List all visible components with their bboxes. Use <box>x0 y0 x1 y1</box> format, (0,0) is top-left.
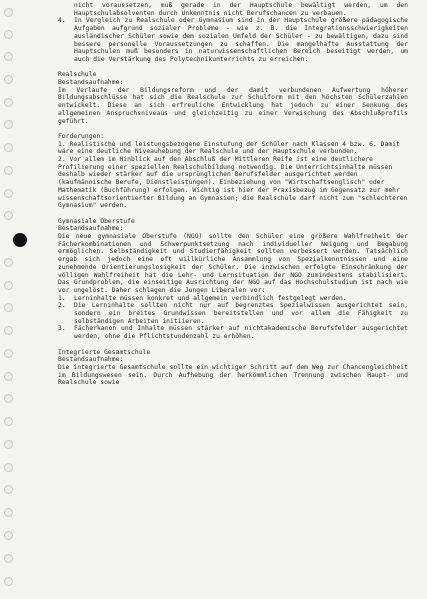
section-body: Die integrierte Gesamtschule sollte ein wichtiger Schritt auf dem Weg zur Chancengleichheit im Bildungswesen sein. Durch Aufhebung der herkömmlichen Trennung zwischen Haupt- und Realschule sowie <box>58 363 408 387</box>
binder-ring-hole <box>4 554 13 563</box>
section-subheading: Bestandsaufnahme: <box>58 79 124 87</box>
item-text: Die Lerninhalte sollten nicht nur auf begrenztes Spezialwissen ausgerichtet sein, sondern ein breites Grundwissen bereitstellen und vor allem die Fähigkeit zu selbständigen Arbeiten initiieren. <box>74 302 408 325</box>
binder-ring-hole <box>4 531 13 540</box>
binder-ring-hole <box>4 75 13 84</box>
item-text: In Vergleich zu Realschule oder Gymnasium sind in der Hauptschule größere pädagogische Aufgaben aufgrund sozialer Probleme - wie z. B. die Integrationsschwierigkeiten ausländischer Schüler sowie dem sozialen Umfeld der Schüler - zu bewältigen, dazu sind bessere personelle Voraussetzungen zu schaffen. Die mangelhafte Ausstattung der Hauptschulen muß besonders in naturwissenschaftlichen Bereich beseitigt werden, um auch die Verstärkung des Polytechnikunterrichts zu erreichen. <box>74 17 408 63</box>
item-number: 2. <box>58 302 66 310</box>
binder-ring-hole <box>4 30 13 39</box>
item-number: 2. <box>58 156 66 164</box>
document-text <box>58 2 408 387</box>
list-item <box>58 295 408 303</box>
binder-ring-hole <box>4 52 13 61</box>
binder-ring-hole <box>4 258 13 267</box>
binder-ring-hole <box>4 463 13 472</box>
oberstufe-section <box>58 218 408 341</box>
section-body: Die neue gymnasiale Oberstufe (NGO) sollte den Schüler eine größere Wahlfreiheit der Fächerkombinationen und Schwerpunktsetzung nach individueller Neigung und Begabung ermöglichen. Selbständigkeit und Studierfähigkeit sollten verbessert werden. Tatsächlich ergab sich jedoch eine oft willkürliche Ansammlung von Spezialkenntnissen und eine zunehmende Orientierungslosigkeit der Schüler. Die inzwischen erfolgte Einschränkung der völligen Wahlfreiheit hat die Lehr- und Lernsituation der NGO zumindestens stabilisiert. Das Grundproblem, die einseitige Ausrichtung der NGO auf das Hochschulstudium ist nach wie vor ungelöst. Daher schlagen die Jungen Liberalen vor: <box>58 233 408 294</box>
binder-ring-hole <box>4 372 13 381</box>
section-heading: Gymnasiale Oberstufe <box>58 217 135 225</box>
item-number: 1. <box>58 140 66 148</box>
item-number: 1. <box>58 294 66 302</box>
item-text: Vor allem im Hinblick auf den Abschluß der Mittleren Reife ist eine deutlichere Profilierung einer speziellen Realschulbildung notwendig. Die Unterrichtsinhalte müssen deshalb wieder stärker auf die ursprünglichen Berufsfelder ausgerichtet werden (kaufmännische Berufe, Dienstleistungen). Einbeziehung von "Wirtschaftsenglisch" oder Mathematik (Buchführung) erfolgen. Wichtig ist hier der Praxisbezug im Gegensatz zur mehr wissenschaftsorientierter Bildung an Gymnasien; die Realschule darf nicht zum "schlechteren Gymnasium" werden. <box>58 156 408 210</box>
list-item <box>58 302 408 325</box>
hauptschule-point-4 <box>58 17 408 63</box>
section-subheading: Bestandsaufnahme: <box>58 225 124 233</box>
binder-ring-hole <box>4 508 13 517</box>
binder-ring-hole <box>4 394 13 403</box>
item-text: Fächerkanon und Inhalte müssen stärker auf nichtakademische Berufsfelder ausgerichtet werden, ohne die Pflichtstundenzahl zu erhöhen. <box>74 325 408 341</box>
binder-ring-hole <box>4 166 13 175</box>
gesamtschule-section <box>58 349 408 388</box>
list-item <box>58 156 408 210</box>
continuation-paragraph: nicht voraussetzen, muß gerade in der Hauptschule bewältigt werden, um den Hauptschulabsolventen durch Unkenntnis nicht Berufschancen zu verbauen. <box>74 2 408 17</box>
binder-ring-hole <box>4 120 13 129</box>
binder-ring-hole <box>4 8 13 17</box>
proposal-list <box>58 295 408 341</box>
item-number: 4. <box>58 17 66 25</box>
binder-ring-hole <box>4 577 13 586</box>
section-heading: Integrierte Gesamtschule <box>58 348 151 356</box>
section-body: Im Verlaufe der Bildungsreform und der damit verbundenen Aufwertung höherer Bildungsabschlüsse hat sich die Realschule zur Schulform mit den höchsten Schülerzahlen entwickelt. Diese an sich erfreuliche Entwicklung hat jedoch zu einer Senkung des allgemeinen Anspruchsniveaus und gleichzeitig zu einer Verwischung des Abschlußprofils geführt. <box>58 86 408 125</box>
binder-ring-hole <box>4 303 13 312</box>
binder-ring-hole <box>4 326 13 335</box>
binder-ring-hole <box>4 485 13 494</box>
binder-ring-hole <box>4 440 13 449</box>
punch-hole <box>13 233 27 247</box>
section-heading: Realschule <box>58 71 97 79</box>
forderungen-list <box>58 141 408 210</box>
item-text: Realistische und leistungsbezogene Einstufung der Schüler nach Klassen 4 bzw. 6. Damit wäre eine deutliche Niveauhebung der Realschule und der Hauptschule verbunden. <box>58 140 400 156</box>
binder-ring-hole <box>4 349 13 358</box>
item-text: Lerninhalte müssen konkret und allgemein verbindlich festgelegt werden. <box>74 294 347 302</box>
binder-margin <box>0 0 20 599</box>
realschule-section <box>58 71 408 210</box>
binder-ring-hole <box>4 98 13 107</box>
binder-ring-hole <box>4 211 13 220</box>
binder-ring-hole <box>4 417 13 426</box>
list-item <box>58 325 408 340</box>
forderungen-label: Forderungen: <box>58 132 105 140</box>
list-item <box>58 141 408 156</box>
binder-ring-hole <box>4 281 13 290</box>
binder-ring-hole <box>4 189 13 198</box>
item-number: 3. <box>58 325 66 333</box>
binder-ring-hole <box>4 143 13 152</box>
section-subheading: Bestandsaufnahme: <box>58 356 124 364</box>
